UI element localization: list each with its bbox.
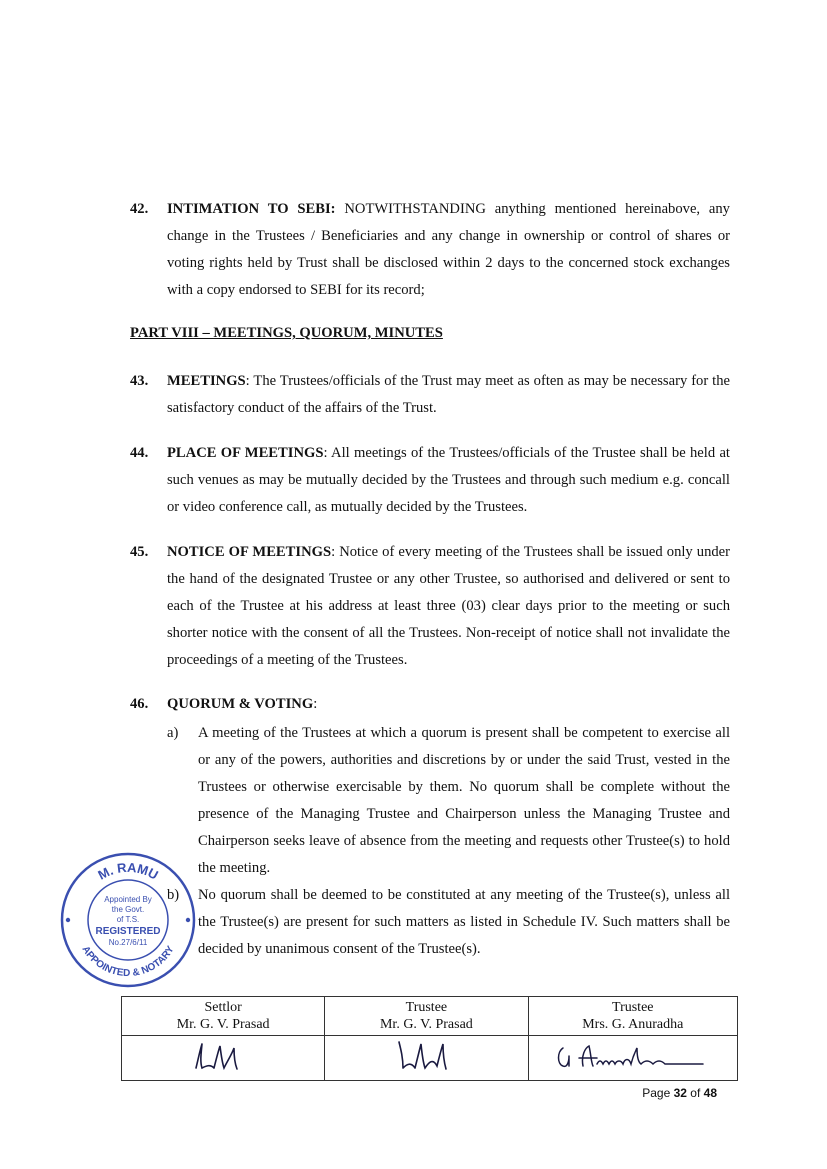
current-page: 32 — [673, 1086, 687, 1100]
signature-cell — [122, 1036, 325, 1081]
item-text: No quorum shall be deemed to be constituted at any meeting of the Trustee(s), unless all the Trustee(s) are present for such matters as listed in Schedule IV. Such matters shall be decided by unanimous consent of the Trustee(s). — [198, 887, 730, 957]
seal-dot — [186, 918, 190, 922]
signature-trustee-1 — [391, 1038, 461, 1074]
clause-46-item-b — [167, 882, 730, 963]
clause-46-item-a — [167, 720, 730, 882]
signatory-name: Mr. G. V. Prasad — [176, 1017, 270, 1032]
seal-line: the Govt. — [111, 905, 145, 914]
clause-heading: PLACE OF MEETINGS — [167, 445, 324, 461]
signature-header-row — [122, 997, 738, 1036]
notary-seal — [58, 850, 198, 990]
clause-heading: NOTICE OF MEETINGS — [167, 544, 332, 560]
signatory-cell — [528, 997, 737, 1036]
clause-text: : — [313, 696, 318, 712]
part-heading: PART VIII – MEETINGS, QUORUM, MINUTES — [130, 325, 443, 341]
clause-text: NOTWITHSTANDING anything mentioned hereinabove, any change in the Trustees / Beneficiaries and any change in ownership or control of shares or voting rights held by Trust shall be disclosed within 2 days to the concerned stock exchanges with a copy endorsed to SEBI for its record; — [167, 201, 730, 298]
seal-line: of T.S. — [116, 915, 140, 924]
clause-42 — [130, 196, 730, 304]
signatory-role: Settlor — [204, 1000, 242, 1015]
signature-settlor — [188, 1038, 258, 1074]
clause-43 — [130, 368, 730, 422]
seal-dot — [66, 918, 70, 922]
signatory-role: Trustee — [405, 1000, 448, 1015]
signature-cell — [528, 1036, 737, 1081]
signatory-name: Mr. G. V. Prasad — [379, 1017, 473, 1032]
signatory-cell — [325, 997, 528, 1036]
signatory-role: Trustee — [612, 1000, 654, 1015]
clause-46 — [130, 691, 730, 718]
item-letter: b) — [167, 887, 180, 903]
clause-text: : Notice of every meeting of the Trustees shall be issued only under the hand of the designated Trustee or any other Trustee, so authorised and delivered or sent to each of the Trustee at his address at least three (03) clear days prior to the meeting or such shorter notice with the consent of all the Trustees. Non-receipt of notice shall not invalidate the proceedings of a meeting of the Trustees. — [167, 544, 731, 668]
seal-line: REGISTERED — [95, 926, 161, 937]
signature-row — [122, 1036, 738, 1081]
item-letter: a) — [167, 725, 179, 741]
item-text: A meeting of the Trustees at which a quorum is present shall be competent to exercise all or any of the powers, authorities and discretions by or under the said Trust, vested in the Trustees or otherwise exercisable by them. No quorum shall be complete without the presence of the Managing Trustee and Chairperson unless the Managing Trustee and Chairperson seeks leave of absence from the meeting and requests other Trustee(s) to hold the meeting. — [198, 725, 730, 876]
signatory-name: Mrs. G. Anuradha — [582, 1017, 684, 1032]
clause-text: : The Trustees/officials of the Trust may meet as often as may be necessary for the satisfactory conduct of the affairs of the Trust. — [167, 373, 730, 416]
clause-45 — [130, 539, 730, 674]
clause-number: 46. — [130, 696, 149, 712]
signature-trustee-2 — [553, 1038, 713, 1074]
clause-44 — [130, 440, 730, 521]
clause-text: : All meetings of the Trustees/officials of the Trustee shall be held at such venues as may be mutually decided by the Trustees and through such medium e.g. concall or video conference call, as mutually decided by the Trustees. — [167, 445, 730, 515]
clause-number: 42. — [130, 201, 149, 217]
clause-number: 45. — [130, 544, 149, 560]
signature-table — [121, 996, 738, 1081]
clause-heading: MEETINGS — [167, 373, 246, 389]
total-pages: 48 — [703, 1086, 717, 1100]
clause-number: 44. — [130, 445, 149, 461]
seal-line: No.27/6/11 — [108, 938, 148, 947]
signatory-cell — [122, 997, 325, 1036]
clause-heading: INTIMATION TO SEBI: — [167, 201, 336, 217]
seal-top-text: M. RAMU — [95, 859, 161, 883]
seal-bottom-text: APPOINTED & NOTARY — [79, 944, 177, 980]
clause-heading: QUORUM & VOTING — [167, 696, 314, 712]
clause-number: 43. — [130, 373, 149, 389]
page-number: Page 32 of 48 — [642, 1086, 717, 1100]
signature-cell — [325, 1036, 528, 1081]
seal-line: Appointed By — [104, 895, 152, 904]
